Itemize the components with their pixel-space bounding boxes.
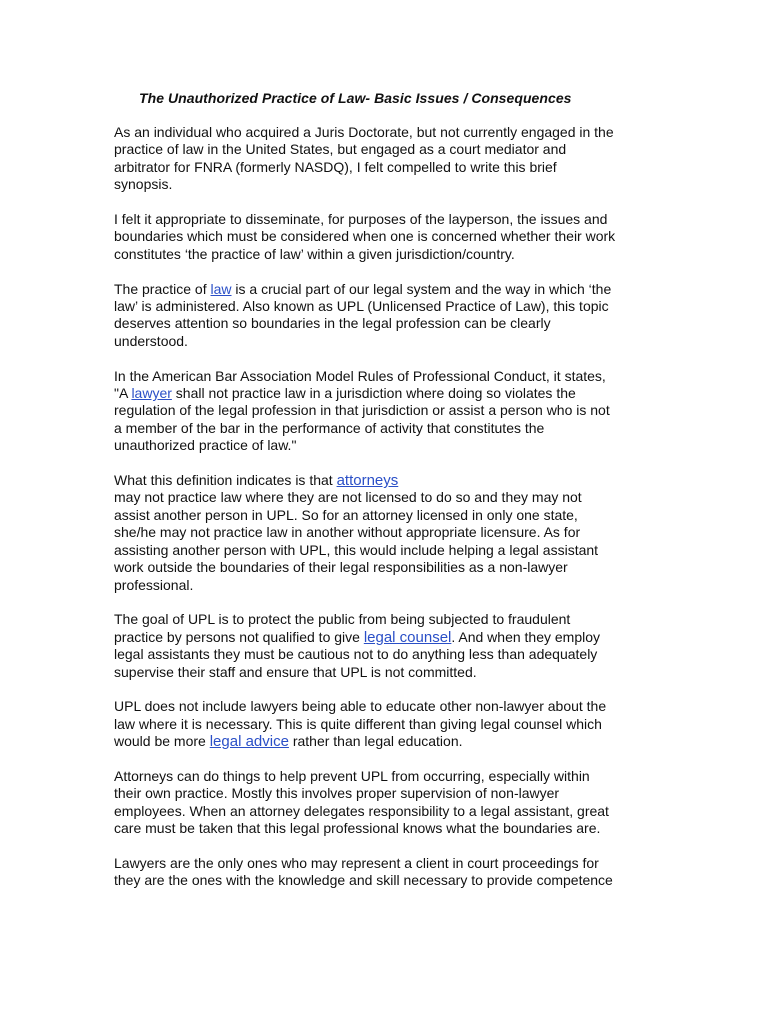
text-line: may not practice law where they are not licensed to do so and they may not bbox=[114, 489, 582, 506]
text-line: practice of law in the United States, but engaged as a court mediator and bbox=[114, 141, 567, 158]
legal-counsel-link[interactable]: legal counsel bbox=[363, 628, 452, 646]
text-line: supervise their staff and ensure that UPL is not committed. bbox=[114, 663, 477, 680]
text-line bbox=[114, 472, 674, 489]
paragraph-5 bbox=[114, 472, 674, 594]
text-line: law’ is administered. Also known as UPL (Unlicensed Practice of Law), this topic bbox=[114, 298, 609, 315]
text-line: The goal of UPL is to protect the public from being subjected to fraudulent bbox=[114, 611, 571, 628]
text-line: a member of the bar in the performance of activity that constitutes the bbox=[114, 419, 545, 436]
text-line bbox=[114, 629, 674, 646]
text-line: As an individual who acquired a Juris Doctorate, but not currently engaged in the bbox=[114, 124, 614, 140]
paragraph-4 bbox=[114, 368, 674, 455]
text-line: work outside the boundaries of their legal responsibilities as a non-lawyer bbox=[114, 559, 568, 576]
text-line: synopsis. bbox=[114, 176, 173, 193]
text-line: I felt it appropriate to disseminate, for purposes of the layperson, the issues and bbox=[114, 211, 608, 228]
document-body bbox=[114, 124, 674, 907]
text-line: professional. bbox=[114, 576, 194, 593]
paragraph-7 bbox=[114, 698, 674, 750]
text-segment: practice by persons not qualified to give bbox=[114, 628, 364, 645]
paragraph-3 bbox=[114, 281, 674, 351]
text-line: legal assistants they must be cautious not to do anything less than adequately bbox=[114, 646, 598, 663]
text-segment: What this definition indicates is that bbox=[114, 472, 337, 489]
lawyer-link[interactable]: lawyer bbox=[131, 385, 172, 402]
text-segment: would be more bbox=[114, 733, 210, 750]
text-line: assist another person in UPL. So for an attorney licensed in only one state, bbox=[114, 506, 578, 523]
law-link[interactable]: law bbox=[210, 280, 232, 297]
text-segment: rather than legal education. bbox=[288, 733, 463, 750]
paragraph-6 bbox=[114, 611, 674, 681]
text-segment: "A bbox=[114, 385, 132, 402]
text-line: arbitrator for FNRA (formerly NASDQ), I felt compelled to write this brief bbox=[114, 158, 557, 175]
text-line bbox=[114, 733, 674, 750]
text-line: understood. bbox=[114, 332, 188, 349]
text-line: deserves attention so boundaries in the legal profession can be clearly bbox=[114, 315, 551, 332]
text-line: In the American Bar Association Model Rules of Professional Conduct, it states, bbox=[114, 367, 606, 384]
text-segment: The practice of bbox=[114, 280, 211, 297]
paragraph-2 bbox=[114, 211, 674, 263]
text-line: unauthorized practice of law." bbox=[114, 437, 297, 454]
text-segment: is a crucial part of our legal system and the way in which ‘the bbox=[231, 280, 612, 297]
paragraph-8 bbox=[114, 768, 674, 838]
text-line: UPL does not include lawyers being able to educate other non-lawyer about the bbox=[114, 698, 607, 715]
text-line: assisting another person with UPL, this would include helping a legal assistant bbox=[114, 541, 599, 558]
text-segment: shall not practice law in a jurisdiction where doing so violates the bbox=[171, 385, 576, 402]
text-line: employees. When an attorney delegates responsibility to a legal assistant, great bbox=[114, 802, 609, 819]
legal-advice-link[interactable]: legal advice bbox=[209, 733, 289, 751]
text-line: she/he may not practice law in another without appropriate licensure. As for bbox=[114, 524, 581, 541]
text-line: their own practice. Mostly this involves proper supervision of non-lawyer bbox=[114, 785, 560, 802]
text-line bbox=[114, 385, 674, 402]
text-segment: . And when they employ bbox=[451, 628, 601, 645]
document-title: The Unauthorized Practice of Law- Basic Issues / Consequences bbox=[139, 90, 572, 106]
text-line: boundaries which must be considered when one is concerned whether their work bbox=[114, 228, 616, 245]
text-line: constitutes ‘the practice of law’ within a given jurisdiction/country. bbox=[114, 245, 515, 262]
text-line: regulation of the legal profession in that jurisdiction or assist a person who is not bbox=[114, 402, 610, 419]
text-line: Lawyers are the only ones who may represent a client in court proceedings for bbox=[114, 854, 599, 871]
paragraph-1 bbox=[114, 124, 674, 194]
attorneys-link[interactable]: attorneys bbox=[336, 472, 399, 490]
text-line bbox=[114, 281, 674, 298]
text-line: care must be taken that this legal professional knows what the boundaries are. bbox=[114, 820, 601, 837]
text-line: law where it is necessary. This is quite different than giving legal counsel which bbox=[114, 715, 602, 732]
text-line: Attorneys can do things to help prevent UPL from occurring, especially within bbox=[114, 767, 590, 784]
paragraph-9 bbox=[114, 855, 674, 890]
text-line: they are the ones with the knowledge and skill necessary to provide competence bbox=[114, 872, 613, 889]
